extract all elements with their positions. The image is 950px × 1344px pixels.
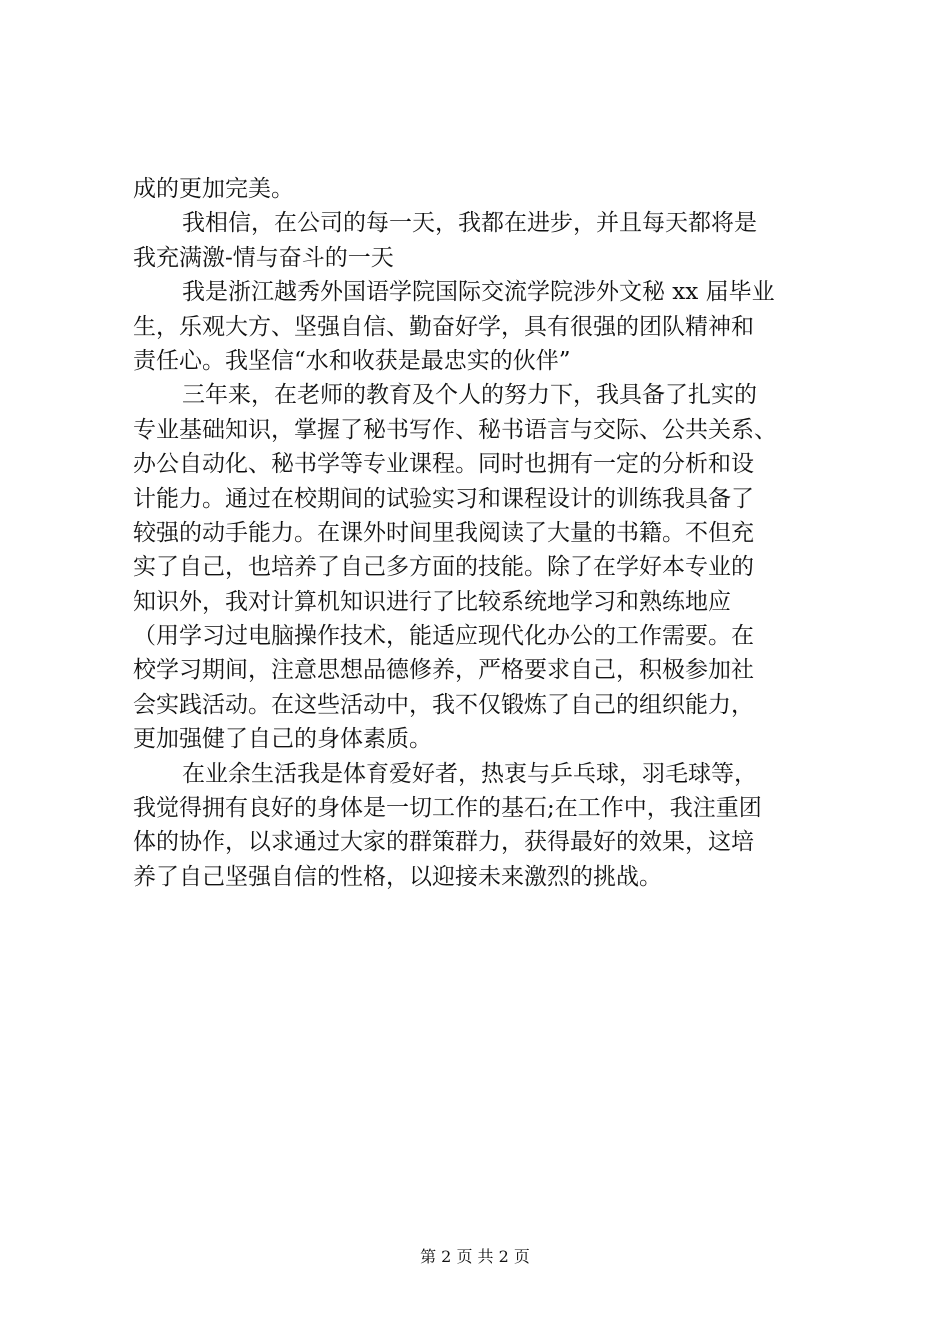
text-line: 我觉得拥有良好的身体是一切工作的基石;在工作中，我注重团 — [133, 795, 762, 822]
text-line: 更加强健了自己的身体素质。 — [133, 726, 432, 753]
text-line: 专业基础知识，掌握了秘书写作、秘书语言与交际、公共关系、 — [133, 416, 777, 443]
text-line: 办公自动化、秘书学等专业课程。同时也拥有一定的分析和设 — [133, 451, 754, 478]
text-line: 校学习期间，注意思想品德修养，严格要求自己，积极参加社 — [133, 657, 754, 684]
paragraph-first-line: 三年来，在老师的教育及个人的努力下，我具备了扎实的 — [182, 382, 757, 409]
page-number-footer: 第 2 页 共 2 页 — [420, 1247, 530, 1266]
text-line: 计能力。通过在校期间的试验实习和课程设计的训练我具备了 — [133, 485, 754, 512]
text-line: 较强的动手能力。在课外时间里我阅读了大量的书籍。不但充 — [133, 519, 754, 546]
text-line: 我充满激-情与奋斗的一天 — [133, 244, 394, 271]
text-line: 责任心。我坚信“水和收获是最忠实的伙伴” — [133, 347, 571, 374]
text-line: 会实践活动。在这些活动中，我不仅锻炼了自己的组织能力， — [133, 691, 754, 718]
text-line: 实了自己，也培养了自己多方面的技能。除了在学好本专业的 — [133, 554, 754, 581]
text-line: （用学习过电脑操作技术，能适应现代化办公的工作需要。在 — [133, 623, 754, 650]
text-line: 知识外，我对计算机知识进行了比较系统地学习和熟练地应 — [133, 588, 731, 615]
text-line: 养了自己坚强自信的性格，以迎接未来激烈的挑战。 — [133, 863, 662, 890]
paragraph-first-line: 在业余生活我是体育爱好者，热衷与乒乓球，羽毛球等， — [182, 760, 757, 787]
text-line: 体的协作，以求通过大家的群策群力，获得最好的效果，这培 — [133, 829, 754, 856]
text-line: 生，乐观大方、坚强自信、勤奋好学，具有很强的团队精神和 — [133, 313, 754, 340]
paragraph-first-line: 我相信，在公司的每一天，我都在进步，并且每天都将是 — [182, 210, 757, 237]
text-line: 成的更加完美。 — [133, 176, 294, 202]
document-body — [133, 172, 843, 894]
paragraph-first-line: 我是浙江越秀外国语学院国际交流学院涉外文秘 xx 届毕业 — [182, 279, 775, 306]
